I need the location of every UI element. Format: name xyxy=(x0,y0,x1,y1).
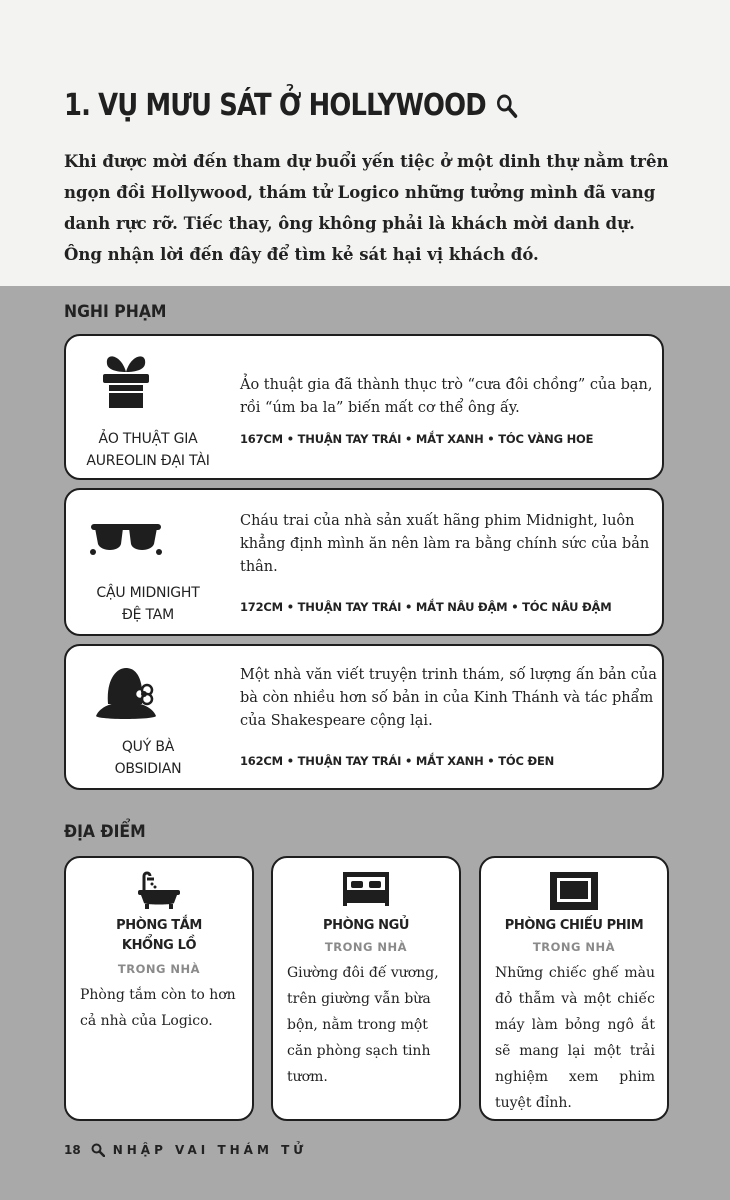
suspect-description: Cháu trai của nhà sản xuất hãng phim Midnight, luôn khẳng định mình ăn nên làm ra bằng chính sức của bản thân. xyxy=(240,513,650,575)
movie-screen-icon xyxy=(548,870,600,912)
location-description: Những chiếc ghế màu đỏ thẫm và một chiếc máy làm bỏng ngô ắt sẽ mang lại một trải nghiệm xem phim tuyệt đỉnh. xyxy=(495,965,655,1111)
suspect-description: Ảo thuật gia đã thành thục trò “cưa đôi chồng” của bạn, rồi “úm ba la” biến mất cơ thể ông ấy. xyxy=(240,377,653,416)
location-tag: TRONG NHÀ xyxy=(324,940,408,954)
location-name: PHÒNG TẮM KHỔNG LỒ xyxy=(116,918,202,953)
suspect-name: ẢO THUẬT GIA AUREOLIN ĐẠI TÀI xyxy=(86,431,210,469)
chapter-title xyxy=(64,88,518,123)
bed-icon xyxy=(341,870,391,908)
location-card xyxy=(64,856,254,1121)
suspect-description: Một nhà văn viết truyện trinh thám, số lượng ấn bản của bà còn nhiều hơn số bản in của Kinh Thánh và tác phẩm của Shakespeare cộng lại. xyxy=(240,667,657,729)
location-description: Phòng tắm còn to hơn cả nhà của Logico. xyxy=(80,987,236,1029)
suspect-stats: 162CM • THUẬN TAY TRÁI • MẮT XANH • TÓC ĐEN xyxy=(240,754,555,768)
magic-hat-icon xyxy=(97,350,155,410)
suspect-card xyxy=(64,644,664,790)
suspect-stats: 167CM • THUẬN TAY TRÁI • MẮT XANH • TÓC VÀNG HOE xyxy=(240,432,594,446)
location-name: PHÒNG CHIẾU PHIM xyxy=(504,918,644,933)
suspect-stats: 172CM • THUẬN TAY TRÁI • MẮT NÂU ĐẬM • TÓC NÂU ĐẬM xyxy=(240,600,612,614)
book-title: NHẬP VAI THÁM TỬ xyxy=(112,1143,308,1157)
location-description: Giường đôi đế vương, trên giường vẫn bừa bộn, nằm trong một căn phòng sạch tinh tươm. xyxy=(287,965,439,1085)
suspect-card xyxy=(64,488,664,636)
suspect-card xyxy=(64,334,664,480)
page-number: 18 xyxy=(64,1143,81,1157)
cloche-hat-icon xyxy=(94,664,158,724)
magnifier-icon xyxy=(91,1143,105,1157)
location-card xyxy=(271,856,461,1121)
page-footer xyxy=(64,1143,307,1157)
locations-heading: ĐỊA ĐIỂM xyxy=(64,822,146,842)
suspect-name: CẬU MIDNIGHT ĐỆ TAM xyxy=(96,585,200,623)
sunglasses-icon xyxy=(89,522,163,558)
suspects-heading: NGHI PHẠM xyxy=(64,302,167,322)
bathtub-icon xyxy=(136,870,182,910)
location-tag: TRONG NHÀ xyxy=(532,940,616,954)
location-tag: TRONG NHÀ xyxy=(117,962,201,976)
location-card xyxy=(479,856,669,1121)
intro-paragraph: Khi được mời đến tham dự buổi yến tiệc ở một dinh thự nằm trên ngọn đồi Hollywood, thám tử Logico những tưởng mình đã vang danh rực rỡ. Tiếc thay, ông không phải là khách mời danh dự. Ông nhận lời đến đây để tìm kẻ sát hại vị khách đó. xyxy=(64,152,669,264)
magnifier-icon xyxy=(496,93,518,119)
location-name: PHÒNG NGỦ xyxy=(322,918,410,933)
chapter-title-text: 1. VỤ MƯU SÁT Ở HOLLYWOOD xyxy=(64,88,486,123)
suspect-name: QUÝ BÀ OBSIDIAN xyxy=(114,739,182,777)
